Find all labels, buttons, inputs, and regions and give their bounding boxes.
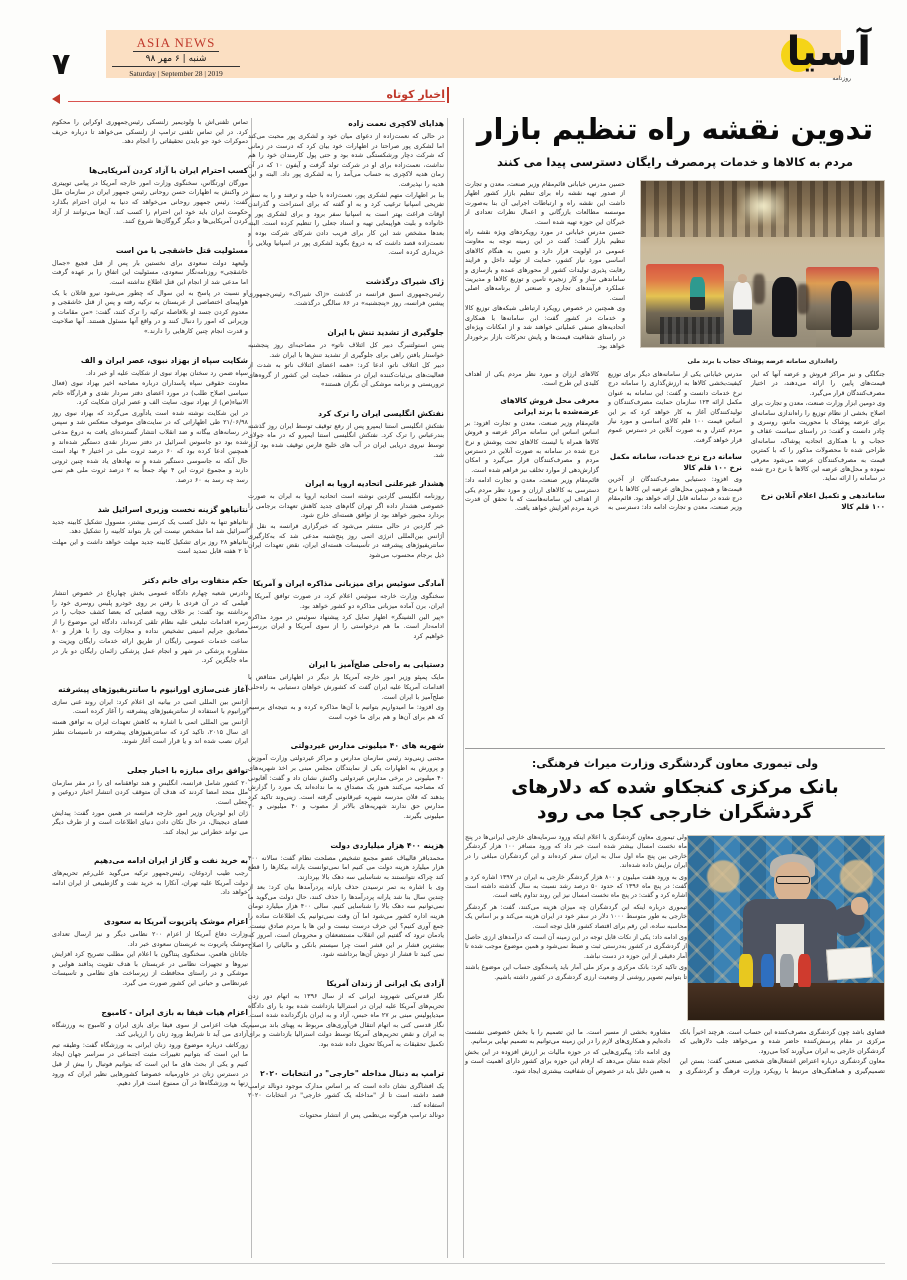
feature-para-sub-3: قائم‌مقام وزیر صنعت، معدن و تجارت افزود: بر اساس اساس این سامانه مراکز عرضه و فروش کالاها همراه با لیست کالاهای تحت پوشش و نرخ درج شده در سامانه به صورت آنلاین در دسترس مردم و مصرف‌کنندگان قرار می‌گیرد و امکان گزارش‌دهی از موارد تخلف نیز فراهم شده است. [465, 419, 599, 474]
brief-paragraph: «پیر الین الشینگر» اظهار تمایل کرد پیشنهاد سوئیس در مورد مذاکره ادامه‌دار است. ما هم درخواستی را از سوی آمریکا و ایران بررسی خواهیم کرد [248, 612, 444, 640]
brief-spacer [52, 838, 248, 845]
page-bottom-rule [52, 1263, 885, 1264]
brief-spacer [52, 228, 248, 235]
microphone-icon-red [798, 954, 812, 987]
feature-headline: تدوین نقشه راه تنظیم بازار [476, 112, 874, 146]
bazaar-photo-illustration [641, 181, 884, 347]
brief-paragraph: دبیر کل ائتلاف ناتو، ادعا کرد: «همه اعضای ائتلاف ناتو به شدت از فعالیت‌های بی‌ثبات‌کننده ایران در منطقه، حمایت این کشور از گروه‌های تروریستی و برنامه موشکی آن نگران هستند» [248, 361, 444, 389]
brief-heading: آمادگی سوئیس برای میزبانی مذاکره ایران و آمریکا [253, 579, 444, 589]
feature2-photo [687, 835, 885, 1021]
date-persian: شنبه | ۶ مهر ۹۸ [112, 53, 240, 67]
column-divider [447, 118, 448, 1258]
brief-spacer [248, 461, 444, 468]
brief-spacer [52, 899, 248, 906]
section-title: اخبار کوتاه [382, 88, 445, 101]
feature-para-sub-2: وی افزود: دستیابی مصرف‌کنندگان از آخرین قیمت‌ها و همچنین محل‌های عرضه این کالاها با نرخ درج شده در سامانه قابل ارائه خواهد بود. قائم‌مقام وزیر صنعت، معدن و تجارت ادامه داد: دسترسی به کالاهای ارزان و مورد نظر مردم یکی از اهداف کلیدی این طرح است. [465, 371, 742, 512]
page-number: ۷ [52, 47, 71, 82]
feature-para-body-2: وی دومین ابزار وزارت صنعت، معدن و تجارت برای اصلاح بخشی از نظام توزیع را راه‌اندازی سامانه‌ای برای عرضه پوشاک با محوریت مانتو، روسری و چادر دانست و گفت: در راستای سیاست عفاف و حجاب و با همکاری اتحادیه پوشاک، سامانه‌ای طراحی شده تا محصولات مذکور را که با کمترین قیمت به مصرف‌کنندگان عرضه می‌شود معرفی نموده و محل‌های عرضه این کالاها با نرخ درج شده در سامانه را ارائه نماید. [751, 400, 885, 483]
brief-heading: شهریه های ۴۰ میلیونی مدارس غیردولتی [290, 741, 444, 751]
feature2-body [465, 833, 885, 1025]
feature2-divider [465, 748, 885, 749]
feature-subheading-2: سامانه درج نرخ خدمات، سامانه مکمل نرخ ۱۰۰ قلم کالا [609, 452, 742, 473]
masthead [0, 24, 907, 86]
feature-lower-columns [465, 370, 885, 514]
photo-figure-man [733, 282, 751, 335]
brief-paragraph: او نسبت در پاسخ به این سوال که چطور می‌شود نیرو قاتلان با یک هواپیمای اختصاصی از عربستان به ترکیه رفته و پس از قتل خاشقجی و معدوم کردن جسد او بلافاصله ترکیه را ترک کنند، گفت: «من مقامات و وزیرانی که امور را دنبال کنند و در واقع آنها مسئول هستند. آنها صلاحیت و قدرت انجام چنین کارهایی را دارند.» [52, 288, 248, 335]
feature-subheading-1: ساماندهی و تکمیل اعلام آنلاین نرخ ۱۰۰ قلم کالا [760, 490, 885, 511]
brief-spacer [248, 823, 444, 830]
brief-heading: به خرید نفت و گاز از ایران ادامه می‌دهیم [93, 856, 248, 866]
brief-paragraph: محمدباقر قالیباف عضو مجمع تشخیص مصلحت نظام گفت: سالانه ۴۰۰ هزار میلیارد هزینه دولت می کنیم اما نمی‌توانست یارانه بیکارها را قطع کند چراکه نتوانستند به شناسایی سه دهک بالا بپردازند. [248, 853, 444, 881]
photo-paper [826, 947, 873, 982]
feature-photo [640, 180, 885, 348]
feature2-para-e: وی به ورود هفت میلیون و ۸۰۰ هزار گردشگر خارجی به ایران در ۱۳۹۷ اشاره کرد و گفت: در پنج ماه ۱۳۹۶ که حدود ۵۰ درصد رشد نسبت به سال گذشته داشته است اشاره کرد و گفت: در پنج ماه نخست امسال نیز این روند تداوم یافته است. [465, 873, 688, 900]
microphone-icon-blue [761, 954, 775, 987]
brief-paragraph: خبر گاردین در حالی منتشر می‌شود که خبرگزاری فرانسه به نقل از آژانس بین‌المللی انرژی اتمی روز پنج‌شنبه مدعی شد که به‌کارگیری سانتریفیوژهای پیشرفته در تأسیسات هسته‌ای ایران، نقض تعهدات ایران ذیل برجام محسوب می‌شود [248, 522, 444, 559]
feature-lead: حسین مدرس خیابانی قائم‌مقام وزیر صنعت، معدن و تجارت از صدور تهیه نقشه راه برای تنظیم بازار کشور اظهار داشت این نقشه راه و ارتباطات اجرایی آن بنا به‌صورت موسسه مطالعات بازرگانی و اعمال نظرات تعدادی از خبرگان این حوزه تهیه شده است. [465, 181, 625, 226]
feature-subheadline: مردم به کالاها و خدمات پرمصرف رایگان دسترسی پیدا می کنند [496, 155, 854, 169]
microphone-icon-yellow [739, 954, 753, 987]
feature-subheading-3: معرفی محل فروش کالاهای عرضه‌شده با برند ایرانی [500, 395, 599, 416]
brief-paragraph: دونالد ترامپ هرگونه بی‌نظمی پس از انتشار محتویات [299, 1111, 444, 1120]
brief-heading: نتانیاهو گزینه نخست وزیری اسرائیل شد [97, 504, 248, 514]
brief-heading: اعزام هیات فیفا به بازی ایران - کامبوج [101, 1007, 248, 1017]
photo-podium [688, 983, 884, 1020]
feature2-para-a: قضاوی باشد چون گردشگری مصرف‌کننده این حساب است. هرچند اخیراً بانک مرکزی در مقام پرسش‌کننده حاضر شده و می‌خواهد جلب دلارهایی که گردشگران خارجی به ایران می‌آورند کجا می‌رود. [679, 1029, 885, 1055]
brief-paragraph: جاناتان هافمن، سخنگوی پنتاگون با اعلام این مطلب تصریح کرد افزایش نیروها و تجهیزات نظامی در عربستان با هدف تقویت پدافند هوایی و موشکی و در راستای محافظت از زیرساخت های نظامی و تاسیسات غیرنظامی و حیاتی این کشور صورت می گیرد. [52, 950, 248, 988]
brief-spacer [248, 961, 444, 968]
brief-paragraph: آژانس بین المللی اتمی در بیانیه ای اعلام کرد: ایران روند غنی سازی اورانیوم با استفاده از سانتریفیوژهای پیشرفته را آغاز کرده است. [52, 697, 248, 716]
brief-spacer [248, 561, 444, 568]
brief-paragraph: تماس تلفنی‌اش با ولودیمیر زلنسکی رئیس‌جمهوری اوکراین را محکوم کرد. در این تماس تلفنی ترامپ از زلنسکی می‌خواهد تا درباره حریف دموکرات خود جو بایدن تحقیقاتی را انجام دهد. [52, 118, 248, 146]
brief-heading: هزینه ۴۰۰ هزار میلیاردی دولت [330, 840, 444, 850]
feature2-para-g: وی ادامه داد: یکی از نکات قابل توجه در این زمینه آن است که درآمدهای ارزی حاصل از گردشگری در کشور به‌درستی ثبت و ضبط نمی‌شود و همین موضوع موجب شده تا آمار دقیقی از این حوزه در دست نباشد. [465, 934, 687, 960]
feature-side-para-1: حسین مدرس خیابانی در مورد رویکردهای ویژه نقشه راه تنظیم بازار گفت: گفت در این زمینه توجه به معاونت عمومی در اولویت قرار دارد و تعیین به هنگام کالاهای اساسی مورد نیاز کشور، حمایت از تولید داخل و فرایند رقابت پذیری تولیدات کشور از محورهای عمده و بازسازی و ساماندهی ساز و کار زنجیره تامین و توزیع کالاها و مدیریت عملکرد فرآیند‌های تجاری و صنعتی از برنامه‌های اصلی است. [465, 229, 625, 302]
brief-spacer [248, 259, 444, 266]
brief-paragraph: رئیس‌جمهوری اسبق فرانسه در گذشت «ژاک شیراک» رئیس‌جمهوری پیشین فرانسه، روز «پنجشنبه» در ۸۶ سالگی درگذشت. [248, 289, 444, 308]
brief-heading: آزادی یک ایرانی از زندان آمریکا [326, 979, 444, 989]
brief-paragraph: آژانس بین المللی اتمی با اشاره به کاهش تعهدات ایران به توافق هسته ای سال ۲۰۱۵، تاکید کرد که سانتریفیوژهای پیشرفته در تاسیسات نطنز ایران نصب شده اند و یا قرار است آغاز شوند. [52, 717, 248, 746]
brief-paragraph: ۲۰ کشور شامل فرانسه، انگلیس و هند توافقنامه ای را در مقر سازمان ملل متحد امضا کردند که هدف آن متوقف کردن انتشار اخبار دروغین و جعلی است. [52, 778, 248, 806]
brief-spacer [52, 667, 248, 674]
main-feature-article [465, 112, 885, 514]
brief-paragraph: مورگان اورتگاس، سخنگوی وزارت امور خارجه آمریکا در پیامی توییتری در واکنش به اظهارات حسن روحانی رئیس جمهور ایران در سازمان ملل گفت: رئیس جمهور روحانی می‌خواهد که دنیا به ایران احترام بگذارد حکومت ایران باید خود این احترام را کسب کند. آن‌ها می‌توانند از آزاد کردن آمریکایی‌ها و دیگر گروگان‌ها شروع کنند. [52, 178, 248, 226]
triangle-icon [52, 94, 60, 104]
feature-para-body-3: قائم‌مقام وزیر صنعت، معدن و تجارت ادامه داد: دسترسی به کالاهای ارزان و مورد نظر مردم یکی از اهداف این سامانه‌هاست که با تحقق آن قدرت خرید مردم افزایش خواهد یافت. [465, 477, 599, 513]
brief-spacer [248, 310, 444, 317]
photo-figure-blurred-b [753, 274, 765, 304]
brief-paragraph: بنا بر اظهارات متهم لشکری پور، نعمت‌زاده با حیله و ترفند و را به سفر تفریحی اسپانیا ترغیب کرد و به او گفته که برای استراحت و گذراندن اوقات فراغت بهتر است به اسپانیا سفر برود و برای لشکری پور و خانواده و بلیت هواپیمایی تهیه و اسناد جعلی را تنظیم کرده است. البته بعدها مشخص شد این کار برای فریب دادن شرکای شرکت بوده و نعمت‌زاده قصد داشت که به دروغ بگوید لشکری پور در اسپانیا ویلایی را خریداری کرده است. [248, 190, 444, 257]
feature-side-column [465, 180, 625, 352]
brief-spacer [52, 748, 248, 755]
brief-spacer [248, 391, 444, 398]
brief-heading: دستیابی به راه‌حلی صلح‌آمیز با ایران [308, 660, 444, 670]
brief-spacer [52, 487, 248, 494]
brief-heading: حکم متفاوت برای خانم دکتر [142, 576, 248, 585]
asia-logo [757, 26, 877, 84]
brief-paragraph: در حالی که نعمت‌زاده از دعوای میان خود و لشکری پور محبت می‌کند اما لشکری پور صراحتا در اظهارات خود بیان کرد که درست در زمانی که شرکت دچار ورشکستگی شده بود و حتی پول کارمندان خود را هم نداشت، نعمت‌زاده برای او در شرکت تولد گرفت و آیفون ۱۰ که در آن زمان هدیه لاکچری به حساب می‌آمد را به لشکری پور داد. البته و این هدیه را نپذیرفت. [248, 132, 444, 188]
brief-paragraph: ینس استولتنبرگ دبیر کل ائتلاف ناتو» در مصاحبه‌ای روز پنجشنبه خواستار یافتن راهی برای جلوگیری از تشدید تنش‌ها با ایران شد. [248, 340, 444, 359]
brief-paragraph: وزارت دفاع آمریکا از اعزام ۲۰۰ نظامی دیگر و نیز ارسال تعدادی موشک پاتریوت به عربستان سعودی خبر داد. [52, 930, 248, 948]
briefs-column-one [52, 118, 248, 1258]
press-conference-illustration [688, 836, 884, 1020]
brief-heading: هدایای لاکچری نعمت زاده [348, 119, 444, 128]
feature-side-para-2: وی همچنین در خصوص رویکرد ارتباطی شبکه‌های توزیع کالا و خدمات در کشور گفت: این سامانه‌ها با همکاری اتحادیه‌های صنفی عملیاتی خواهند شد و از امکانات ویژه‌ای در راستای شفافیت قیمت‌ها و پایش تحرکات بازار برخوردار خواهد بود. [465, 305, 625, 350]
briefs-column-two [248, 118, 444, 1258]
photo-figure-blurred-a [797, 284, 809, 314]
brief-paragraph: نتانیاهو ۲۸ روز برای تشکیل کابینه جدید مهلت خواهد داشت و این مهلت تا ۲ هفته قابل تمدید است [52, 537, 248, 556]
brief-paragraph: نتانیاهو تنها به دلیل کسب یک کرسی بیشتر، مسوول تشکیل کابینه جدید اسرائیل شد اما مشخص نیست این بار بتواند کابینه را تشکیل دهد. [52, 517, 248, 536]
brief-paragraph: زورکاتف درباره موضوع ورود زنان ایرانی به ورزشگاه گفت: وظیفه تیم ما این است که بتوانیم تغییرات مثبت اجتماعی در سراسر جهان ایجاد کنیم و یکی از بحث های ما این است که بتوانیم فوتبال را بیش از قبل در دسترس زنان در خاورمیانه خصوصا کشورهایی نظیر ایران که ورود زنها به ورزشگاه‌ها در آن ممنوع است قرار دهیم. [52, 1040, 248, 1088]
feature2-para-d: ولی تیموری معاون گردشگری با اعلام اینکه ورود سرمایه‌های خارجی ایرانی‌ها در پنج ماه نخست امسال بیشتر شده است خبر داد که ورود مسافر ۱۰۰ هزار گردشگر خارجی بین پنج ماه اول سال به ایران سفر کرده‌اند و این گردشگران مبلغی را در ایران برایش داده شده‌اند. [465, 834, 688, 870]
brief-paragraph: سپاه ضمن رد سخنان بهزاد نبوی از شکایت علیه او خبر داد. [85, 368, 248, 377]
brief-spacer [248, 642, 444, 649]
brief-paragraph: وی افزود: ما امیدواریم بتوانیم با آن‌ها مذاکره کرده و به نتیجه‌ای برسیم که هم برای آن‌ها و هم برای ما خوب است [248, 703, 444, 721]
brief-spacer [52, 148, 248, 155]
brief-heading: هشدار غیرعلنی اتحادیه اروپا به ایران [305, 479, 444, 489]
feature2-para-c: وی ادامه داد: پیگیری‌هایی که در حوزه مالیات بر ارزش افزوده در این بخش انجام شده نشان می‌دهد که ارقام این حوزه برای کشور دارای اهمیت است و به همین دلیل باید در خصوص آن شفافیت بیشتری ایجاد شود. [465, 1048, 671, 1075]
brief-spacer [248, 1122, 444, 1129]
photo-figure-chador-a [772, 277, 796, 337]
brief-paragraph: رجب طیب اردوغان، رئیس‌جمهور ترکیه می‌گوید علی‌رغم تحریم‌های دولت آمریکا علیه تهران، آنکارا به خرید نفت و گازطبیعی از ایران ادامه خواهد داد. [52, 869, 248, 897]
brief-spacer [52, 338, 248, 345]
brief-paragraph: دادرس شعبه چهارم دادگاه عمومی بخش چهارباغ در خصوص انتشار فیلمی که در آن فردی با رفتن بر روی خودرو پلیس روسری خود را برداشته بود گفت: بر خلاف رویه قضایی که بعضا کشف حجاب را در زمره اقدامات تبلیغی علیه نظام تلقی کرده‌اند، دادگاه این موضوع را از مصادیق جرایم امنیتی تشخیص نداده و مجازات وی را با هزار و ۸۰ ساعت خدمات عمومی رایگان از طریق ارائه خدمات رایگان ویزیت و مشاوره پزشکی در شهر و انجام عمل پزشکی زائمان رایگان دو بار در ماه جایگزین کرد. [52, 589, 248, 665]
brief-paragraph: مایک پمپئو وزیر امور خارجه آمریکا بار دیگر در اظهاراتی متناقض با اقدامات آمریکا علیه ایران گفت که کشورش خواهان دستیابی به راه‌حلی صلح‌آمیز با ایران است. [248, 673, 444, 701]
feature-para-sub-1: مدرس خیابانی یکی از سامانه‌های دیگر برای توزیع کیفیت‌بخشی کالاها به ارزش‌گذاری را سامانه درج نرخ خدمات دانست و گفت: این سامانه به عنوان مکمل ارائه ۱۲۳ سازمان حمایت مصرف‌کنندگان و تولیدکنندگان آغاز به کار خواهد کرد که بر این اساس قیمت ۱۰۰ قلم کالای اساسی و مورد نیاز مردم کنترل و به صورت آنلاین در دسترس عموم قرار خواهد گرفت. [608, 371, 742, 444]
date-gregorian: Saturday | September 28 | 2019 [129, 69, 223, 78]
brief-heading: اعزام موشک پاتریوت آمریکا به سعودی [103, 917, 248, 927]
feature-body [465, 180, 885, 352]
brief-paragraph: در این شکایت نوشته شده است یادآوری می‌گردد که بهزاد نبوی روز ۲۱/۰۶/۹۸ طی اظهاراتی که در سایت‌های موصوف منعکس شد و سپس در رسانه‌های بیگانه و ضد انقلاب انتشار گسترده‌ای یافت به دروغ مدعی شده بود دو جاسوس اسرائیل در دفتر سردار نقدی دستگیر شده‌اند و همچنین ادعا کرده بود که ۶۰ درصد ثروت ملی در اختیار ۴ نهاد است حال آنکه نه جاسوسی دستگیر شده و نه نهادهای یاد شده چنین ثروتی دارند و مجموع ثروت این ۴ نهاد جمعاً به ۲ درصد ثروت ملی هم نمی رسد چه رسد به ۶۰ درصد. [52, 408, 248, 485]
brief-paragraph: نگار قدس‌کنی شهروند ایرانی که از سال ۱۳۹۶ به اتهام دور زدن تحریم‌های آمریکا علیه ایران در استرالیا بازداشت شده بود با رای دادگاه میدیاپولیس مبنی بر ۲۷ ماه حبس، آزاد و به ایران بازگردانده شده است. نگار قدسی کنی به اتهام انتقال فن‌آوری‌های مربوط به پهنای باند بی‌سیم به ایران و نقض تحریم‌های آمریکا توسط دولت استرالیا بازداشت و برای تکمیل تحقیقات به آمریکا تحویل داده شده بود. [248, 992, 444, 1048]
feature2-lower-columns [465, 1028, 885, 1077]
feature2-para-b: معاون گردشگری درباره اعتراض اشتغال‌های شخصی صنعتی گفت: بستن این تصمیم‌گیری و هماهنگی‌های مرتبط با رویکرد وزارت فرهنگ و گردشگری و مشاوره بخشی از مسیر است. ما این تصمیم را با بخش خصوصی نشست داده‌ایم و همکاری‌های لازم را در این زمینه می‌توانیم به تصمیم نهایی برسانیم. [465, 1029, 885, 1075]
brief-paragraph: مجتبی زینی‌وند رئیس سازمان مدارس و مراکز غیردولتی وزارت آموزش و پرورش به اظهارات یکی از نمایندگان مجلس مبنی بر اخذ شهریه‌های ۴۰ میلیونی در برخی مدارس غیردولتی واکنش نشان داد و گفت: آقایونی که مصاحبه می‌کنند هنوز یک مصداق به ما نداده‌اند یک مورد را گزارش بدهند که فلان مدرسه شهریه غیرقانونی گرفته است. زینی‌وند تاکید کرد مدارس حق ندارند شهریه‌های بالاتر از مصوب و ۴۰ میلیونی و ۲۰ میلیونی بگیرند. [248, 754, 444, 820]
brand-latin-title: ASIA NEWS [133, 36, 220, 52]
photo-figure-vendor [690, 277, 706, 310]
section-divider [68, 101, 445, 102]
brief-heading: شکایت سپاه از بهزاد نبوی، عصر ایران و الف [80, 355, 248, 365]
microphone-icon-grey [780, 954, 794, 987]
feature2-para-f: تیموری درباره اینکه این گردشگران چه میزان هزینه می‌کنند، گفت: هر گردشگر خارجی به طور متوسط ۱۰۰۰ دلار در سفر خود در ایران هزینه می‌کند و بر اساس یک محاسبه ساده، این رقم برای اقتصاد کشور قابل توجه است. [465, 903, 687, 930]
brief-paragraph: وی با اشاره به تمر نرسیدن حذف یارانه پردرآمدها بیان کرد: بعد از چندین سال بنا شد یارانه پردرآمدها را حذف کنند، حال دولت می‌گوید ما نمی‌توانیم سه دهک بالا را شناسایی کنیم. سالی ۴۰۰ هزار میلیارد تومان هزینه اداره کشور می‌شود اما آن وقت نمی‌توانیم یک اطلاعات ساده را جمع آوری کنیم؟ این حرف درست نیست و این ها با مردم صادق نیست. یادمان نرود که گفتیم این انقلاب مستضعفان و محرومان است، امروز که بیشترین فشار بر این قشر است چرا سیستم بانکی و مالیاتی را اصلاح نمی کنید تا فشار از دوش آن‌ها برداشته شود. [248, 883, 444, 959]
brief-paragraph: روزنامه انگلیسی گاردین نوشته است اتحادیه اروپا به ایران به صورت خصوصی هشدار داده اگر تهران گام‌های جدید کاهش تعهدات برجامی را بردارد مجبور خواهد بود از توافق هسته‌ای خارج شود. [248, 492, 444, 520]
section-bar [52, 88, 445, 110]
photo-figure-chador-b [831, 281, 853, 337]
brief-paragraph: نفتکش انگلیسی استنا ایمپرو پس از رفع توقیف توسط ایران روز گذشته بندرعباس را ترک کرد. نفتکش انگلیسی استنا ایمپرو که در ماه جولای توسط نیروی دریایی ایران در آب های خلیج فارس توقیف شده بود آزاد شد. [248, 421, 444, 459]
feature2-para-h: وی تاکید کرد: بانک مرکزی و مرکز ملی آمار باید پاسخگوی حساب این موضوع باشند تا بتوانیم تصویر روشنی از وضعیت ارزی گردشگری در کشور داشته باشیم. [465, 964, 687, 981]
glasses-icon [776, 876, 809, 884]
photo-crates [660, 317, 723, 344]
column-divider [463, 118, 464, 1258]
brief-heading: جلوگیری از تشدید تنش با ایران [327, 327, 444, 337]
brief-spacer [248, 1051, 444, 1058]
brief-paragraph: ولیعهد دولت سعودی برای نخستین بار پس از قتل فجیع «جمال خاشقجی» روزنامه‌نگار سعودی، مسئولیت این اتفاق را بر عهده گرفت اما مدعی شد از انجام این قتل اطلاع نداشته است. [52, 258, 248, 286]
brief-paragraph: ژان ایو لودریان وزیر امور خارجه فرانسه در همین مورد گفت: پیدایش فضای دیجیتال، در حال تکان دادن دنیای اطلاعات است و از طرف دیگر می تواند خطراتی نیز ایجاد کند. [52, 808, 248, 836]
brief-paragraph: یک افشاگری نشان داده است که بر اساس مدارک موجود دونالد ترامپ قصد داشته است تا از "مداخله یک کشور خارجی" در انتخابات ۲۰۲۰ استفاده کند. [248, 1081, 444, 1109]
photo-skylight [738, 188, 787, 225]
feature2-headline: بانک مرکزی کنجکاو شده که دلارهای گردشگران خارجی کجا می رود [511, 777, 839, 823]
brief-heading: ژاک شیراک درگذشت [365, 276, 444, 286]
brief-heading: توافق برای مبارزه با اخبار جعلی [127, 765, 248, 775]
brief-paragraph: سخنگوی وزارت خارجه سوئیس اعلام کرد، در صورت توافق آمریکا و ایران، برن آماده میزبانی مذاکره دو کشور خواهد بود. [248, 592, 444, 610]
brief-heading: کسب احترام ایران با آزاد کردن آمریکایی‌ها [89, 165, 248, 175]
logo-wordmark: آسیا [786, 29, 871, 75]
feature-para-body-1: جنگلگی و نیز مراکز فروش و عرضه آنها که این قیمت‌های پایین را ارائه می‌دهند، در اختیار مصرف‌کنندگان قرار می‌گیرد. [751, 371, 885, 397]
feature2-kicker: ولی تیموری معاون گردشگری وزارت میراث فرهنگی: [531, 757, 819, 770]
brief-paragraph: معاونت حقوقی سپاه پاسداران درباره مصاحبه اخیر بهزاد نبوی (فعال سیاسی اصلاح طلب) در مورد اعضای دفتر سردار نقدی و قرارگاه خاتم الانبیاء(ص) از بهزاد نبوی، سایت الف و عصر ایران شکایت کرد. [52, 379, 248, 407]
photo-speaker-hand [851, 897, 869, 915]
brief-spacer [248, 723, 444, 730]
brief-heading: مسئولیت قتل خاشقجی با من است [115, 245, 248, 255]
brief-spacer [52, 558, 248, 565]
brief-heading: آغاز غنی‌سازی اورانیوم با سانتریفیوژهای پیشرفته [58, 684, 248, 694]
brief-spacer [52, 990, 248, 997]
brief-heading: ترامپ به دنبال مداخله "خارجی" در انتخابات ۲۰۲۰ [260, 1068, 444, 1078]
second-feature-article [465, 748, 885, 1077]
feature-photo-caption: راه‌اندازی سامانه عرضه پوشاک حجاب با برند ملی [687, 358, 838, 365]
brief-heading: نفتکش انگلیسی ایران را ترک کرد [318, 408, 444, 418]
masthead-brand-block [106, 30, 246, 78]
brief-spacer [52, 1090, 248, 1097]
brief-paragraph: یک هیات اعزامی از سوی فیفا برای بازی ایران و کامبوج به ورزشگاه آزادی می آید تا شرایط ورود زنان را ارزیابی کند. [52, 1020, 248, 1039]
logo-subtitle: روزنامه [832, 75, 851, 82]
